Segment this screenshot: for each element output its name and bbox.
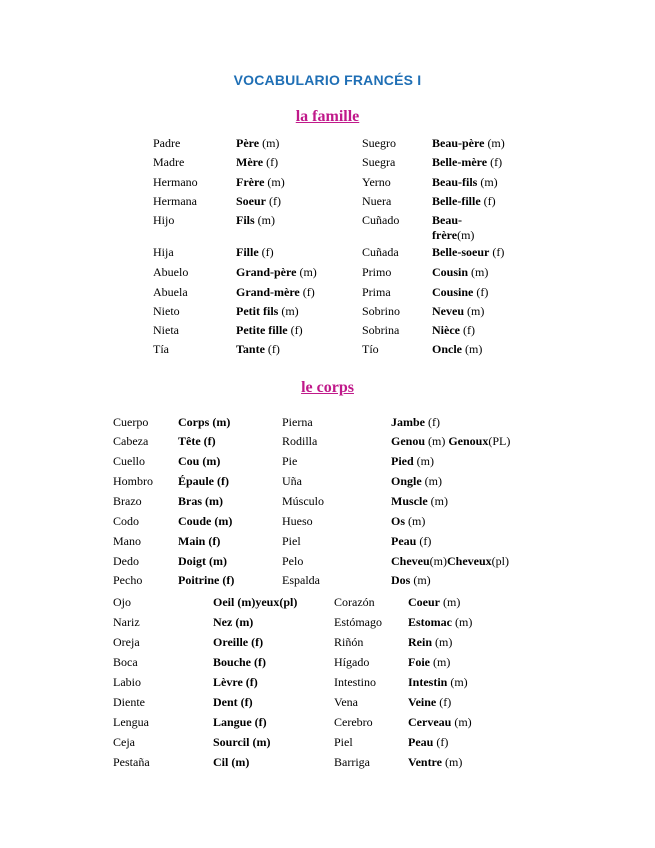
famille-right-french-word [432,194,496,209]
gender-marker: (f) [487,155,503,169]
corps1-right-french-word [391,454,434,469]
famille-right-spanish-word [362,136,396,151]
french-word: Intestin [408,675,448,689]
french-word: Soeur [236,194,266,208]
french-word: Lèvre (f) [213,675,258,689]
french-word: Tête (f) [178,434,216,448]
spanish-word: Madre [153,155,185,169]
gender-marker: (m) [427,494,448,508]
famille-left-spanish-word [153,285,188,300]
corps2-right-spanish-word [334,755,370,770]
spanish-word: Cuello [113,454,145,468]
corps1-left-spanish-word [113,514,139,529]
spanish-word: Suegra [362,155,396,169]
spanish-word: Hígado [334,655,370,669]
corps2-left-spanish-word [113,615,140,630]
french-word: Cerveau [408,715,452,729]
french-word: Belle-soeur [432,245,490,259]
french-word: Oeil (m)yeux(pl) [213,595,298,609]
corps1-right-spanish-word [282,434,317,449]
spanish-word: Intestino [334,675,376,689]
spanish-word: Uña [282,474,302,488]
famille-right-spanish-word [362,213,399,228]
french-word: Os [391,514,406,528]
section-heading-corps: le corps [301,379,354,396]
french-word: Cousine [432,285,474,299]
famille-right-spanish-word [362,155,395,170]
famille-left-spanish-word [153,265,188,280]
gender-marker: (m) [264,175,285,189]
french-word: Pied [391,454,414,468]
french-word: Dos [391,573,411,587]
spanish-word: Hueso [282,514,313,528]
famille-right-french-word [432,136,505,151]
french-word: Rein [408,635,432,649]
french-word: Beau-père [432,136,485,150]
corps2-right-spanish-word [334,635,363,650]
spanish-word: Pecho [113,573,143,587]
corps1-right-spanish-word [282,415,313,430]
french-word: Estomac [408,615,452,629]
spanish-word: Pestaña [113,755,150,769]
plural-marker: (PL) [488,434,511,448]
corps1-left-french-word [178,494,223,509]
corps1-right-spanish-word [282,573,320,588]
corps1-left-spanish-word [113,415,148,430]
spanish-word: Padre [153,136,181,150]
gender-marker: (m) [259,136,280,150]
corps2-left-french-word [213,615,253,630]
french-plural: Genoux [448,434,489,448]
gender-marker: (m) [484,136,505,150]
french-word: Poitrine (f) [178,573,235,587]
corps1-right-french-word [391,415,440,430]
spanish-word: Nieto [153,304,180,318]
french-word: Muscle [391,494,428,508]
french-word: Coeur [408,595,440,609]
famille-left-french-word [236,213,275,228]
french-word: Mère [236,155,264,169]
spanish-word: Prima [362,285,391,299]
section-heading-famille: la famille [295,108,360,125]
corps1-left-spanish-word [113,474,153,489]
corps2-right-french-word [408,635,452,650]
spanish-word: Rodilla [282,434,318,448]
corps2-right-spanish-word [334,715,373,730]
corps2-left-spanish-word [113,735,135,750]
spanish-word: Hija [153,245,174,259]
gender-marker: (m) [425,434,449,448]
spanish-word: Nuera [362,194,392,208]
spanish-word: Abuelo [153,265,189,279]
gender-marker: (m) [410,573,431,587]
gender-marker: (m) [429,554,447,568]
french-word: Sourcil (m) [213,735,271,749]
french-plural: Cheveux [447,554,492,568]
famille-right-french-word [432,265,488,280]
french-word: Corps (m) [178,415,231,429]
corps2-left-spanish-word [113,595,131,610]
corps2-right-french-word [408,615,472,630]
spanish-word: Dedo [113,554,139,568]
corps2-left-spanish-word [113,655,138,670]
corps2-left-french-word [213,635,263,650]
gender-marker: (f) [258,245,274,259]
spanish-word: Corazón [334,595,375,609]
french-word: Dent (f) [213,695,253,709]
famille-right-french-word [432,175,498,190]
famille-left-french-word [236,175,285,190]
spanish-word: Riñón [334,635,364,649]
corps2-right-french-word [408,755,462,770]
french-word: Fils [236,213,255,227]
famille-right-spanish-word [362,342,379,357]
spanish-word: Mano [113,534,141,548]
corps2-left-spanish-word [113,755,150,770]
corps1-left-spanish-word [113,534,141,549]
famille-right-spanish-word [362,304,400,319]
french-word: Cheveu [391,554,430,568]
gender-marker: (m) [457,228,475,242]
french-word: Oreille (f) [213,635,264,649]
famille-right-spanish-word [362,194,391,209]
spanish-word: Barriga [334,755,370,769]
corps2-right-spanish-word [334,735,353,750]
spanish-word: Tío [362,342,379,356]
corps1-left-french-word [178,415,230,430]
gender-marker: (m) [430,655,451,669]
spanish-word: Suegro [362,136,396,150]
famille-right-french-word [432,155,502,170]
spanish-word: Brazo [113,494,142,508]
spanish-word: Primo [362,265,392,279]
corps2-left-french-word [213,755,249,770]
french-word: Bouche (f) [213,655,266,669]
french-word: Nez (m) [213,615,254,629]
famille-right-french-word [432,323,475,338]
spanish-word: Yerno [362,175,391,189]
french-word: Veine [408,695,437,709]
corps2-right-french-word [408,595,460,610]
gender-marker: (m) [442,755,463,769]
corps1-right-french-word [391,534,431,549]
french-word: Cou (m) [178,454,221,468]
corps2-right-spanish-word [334,595,375,610]
famille-left-french-word [236,155,278,170]
spanish-word: Hermana [153,194,197,208]
corps2-right-french-word [408,695,451,710]
gender-marker: (m) [432,635,453,649]
french-word: Frère [236,175,265,189]
gender-marker: (m) [254,213,275,227]
gender-marker: (m) [413,454,434,468]
french-word: Ongle [391,474,422,488]
french-word: Langue (f) [213,715,267,729]
french-word: Belle-fille [432,194,481,208]
spanish-word: Sobrino [362,304,401,318]
famille-left-french-word [236,194,281,209]
spanish-word: Cerebro [334,715,373,729]
corps1-left-spanish-word [113,573,142,588]
gender-marker: (f) [416,534,432,548]
corps1-left-french-word [178,454,220,469]
spanish-word: Espalda [282,573,320,587]
spanish-word: Ceja [113,735,135,749]
gender-marker: (f) [266,194,281,208]
spanish-word: Abuela [153,285,188,299]
french-word: Doigt (m) [178,554,227,568]
corps2-right-french-word [408,675,468,690]
french-word: Petite fille [236,323,288,337]
gender-marker: (f) [425,415,440,429]
gender-marker: (m) [296,265,317,279]
gender-marker: (f) [287,323,303,337]
famille-left-french-word [236,265,317,280]
french-word: Père [236,136,260,150]
famille-left-french-word [236,342,280,357]
corps1-left-spanish-word [113,434,148,449]
french-word: Jambe [391,415,425,429]
spanish-word: Diente [113,695,145,709]
spanish-word: Cuñada [362,245,399,259]
corps2-left-spanish-word [113,675,141,690]
french-word: Bras (m) [178,494,223,508]
famille-right-spanish-word [362,175,391,190]
corps2-right-spanish-word [334,695,358,710]
gender-marker: (f) [433,735,449,749]
corps1-right-french-word [391,573,431,588]
corps2-left-french-word [213,735,270,750]
spanish-word: Músculo [282,494,324,508]
corps1-left-spanish-word [113,554,139,569]
famille-right-french-word [432,213,502,243]
gender-marker: (m) [447,675,468,689]
famille-right-french-word [432,245,504,260]
famille-left-spanish-word [153,136,180,151]
famille-left-spanish-word [153,155,184,170]
corps2-right-spanish-word [334,615,382,630]
spanish-word: Codo [113,514,140,528]
page-title: VOCABULARIO FRANCÉS I [233,72,422,88]
spanish-word: Hombro [113,474,153,488]
corps1-right-spanish-word [282,534,301,549]
famille-right-spanish-word [362,245,399,260]
spanish-word: Nariz [113,615,140,629]
french-word: Coude (m) [178,514,233,528]
spanish-word: Labio [113,675,141,689]
gender-marker: (m) [468,265,489,279]
spanish-word: Estómago [334,615,382,629]
corps2-left-spanish-word [113,695,145,710]
french-word: Beau-fils [432,175,478,189]
french-word: Main (f) [178,534,221,548]
famille-left-spanish-word [153,194,197,209]
gender-marker: (m) [452,615,473,629]
corps1-left-french-word [178,534,220,549]
famille-right-french-word [432,285,488,300]
spanish-word: Sobrina [362,323,400,337]
corps1-right-french-word [391,514,425,529]
corps2-right-french-word [408,655,450,670]
french-word: Petit fils [236,304,279,318]
famille-left-spanish-word [153,323,179,338]
french-word: Genou [391,434,426,448]
corps1-left-spanish-word [113,494,142,509]
famille-left-spanish-word [153,175,198,190]
corps2-left-spanish-word [113,715,149,730]
corps1-left-spanish-word [113,454,145,469]
gender-marker: (m) [278,304,299,318]
spanish-word: Pelo [282,554,304,568]
spanish-word: Lengua [113,715,149,729]
spanish-word: Pie [282,454,298,468]
spanish-word: Piel [282,534,301,548]
famille-right-french-word [432,342,482,357]
famille-right-spanish-word [362,285,391,300]
famille-left-french-word [236,323,303,338]
corps1-right-french-word [391,474,442,489]
corps1-left-french-word [178,573,234,588]
french-word: Grand-mère [236,285,300,299]
french-word: Ventre [408,755,442,769]
famille-right-spanish-word [362,323,399,338]
gender-marker: (f) [459,323,475,337]
corps1-right-french-word [391,554,509,569]
gender-marker: (f) [480,194,496,208]
french-word: Nièce [432,323,460,337]
corps1-right-spanish-word [282,514,313,529]
french-word: Beau-frère [432,213,462,242]
french-word: Épaule (f) [178,474,229,488]
french-word: Peau [391,534,417,548]
spanish-word: Nieta [153,323,179,337]
spanish-word: Vena [334,695,358,709]
gender-marker: (f) [489,245,505,259]
spanish-word: Cabeza [113,434,149,448]
gender-marker: (f) [263,155,279,169]
french-word: Peau [408,735,434,749]
gender-marker: (m) [440,595,461,609]
french-word: Oncle [432,342,462,356]
corps1-right-spanish-word [282,454,297,469]
spanish-word: Hijo [153,213,175,227]
gender-marker: (m) [477,175,498,189]
french-word: Neveu [432,304,464,318]
corps1-left-french-word [178,434,216,449]
corps2-left-french-word [213,695,253,710]
corps2-right-spanish-word [334,675,376,690]
corps1-right-spanish-word [282,474,302,489]
corps2-left-french-word [213,595,297,610]
french-word: Cousin [432,265,469,279]
french-word: Foie [408,655,430,669]
gender-marker: (m) [464,304,485,318]
famille-right-french-word [432,304,484,319]
famille-left-french-word [236,285,315,300]
corps1-left-french-word [178,474,229,489]
plural-marker: (pl) [491,554,509,568]
french-word: Tante [236,342,265,356]
corps2-left-french-word [213,715,267,730]
spanish-word: Tía [153,342,169,356]
corps2-right-spanish-word [334,655,369,670]
corps1-right-french-word [391,434,510,449]
french-word: Grand-père [236,265,297,279]
famille-left-spanish-word [153,342,169,357]
spanish-word: Hermano [153,175,198,189]
gender-marker: (f) [299,285,315,299]
famille-left-french-word [236,136,279,151]
spanish-word: Oreja [113,635,140,649]
french-word: Fille [236,245,259,259]
spanish-word: Ojo [113,595,131,609]
corps2-left-french-word [213,655,266,670]
gender-marker: (f) [436,695,452,709]
corps1-left-french-word [178,554,227,569]
famille-left-french-word [236,304,299,319]
corps2-right-french-word [408,715,472,730]
famille-left-spanish-word [153,304,180,319]
famille-left-french-word [236,245,274,260]
famille-left-spanish-word [153,245,174,260]
famille-left-spanish-word [153,213,174,228]
spanish-word: Cuñado [362,213,400,227]
french-word: Belle-mère [432,155,488,169]
french-word: Cil (m) [213,755,250,769]
corps2-right-french-word [408,735,448,750]
corps2-left-french-word [213,675,258,690]
corps1-right-spanish-word [282,494,324,509]
gender-marker: (m) [421,474,442,488]
gender-marker: (m) [405,514,426,528]
spanish-word: Pierna [282,415,313,429]
corps2-left-spanish-word [113,635,140,650]
gender-marker: (f) [473,285,489,299]
spanish-word: Cuerpo [113,415,149,429]
gender-marker: (m) [462,342,483,356]
gender-marker: (f) [264,342,280,356]
famille-right-spanish-word [362,265,391,280]
corps1-right-spanish-word [282,554,303,569]
spanish-word: Piel [334,735,353,749]
corps1-left-french-word [178,514,232,529]
corps1-right-french-word [391,494,448,509]
spanish-word: Boca [113,655,138,669]
gender-marker: (m) [451,715,472,729]
